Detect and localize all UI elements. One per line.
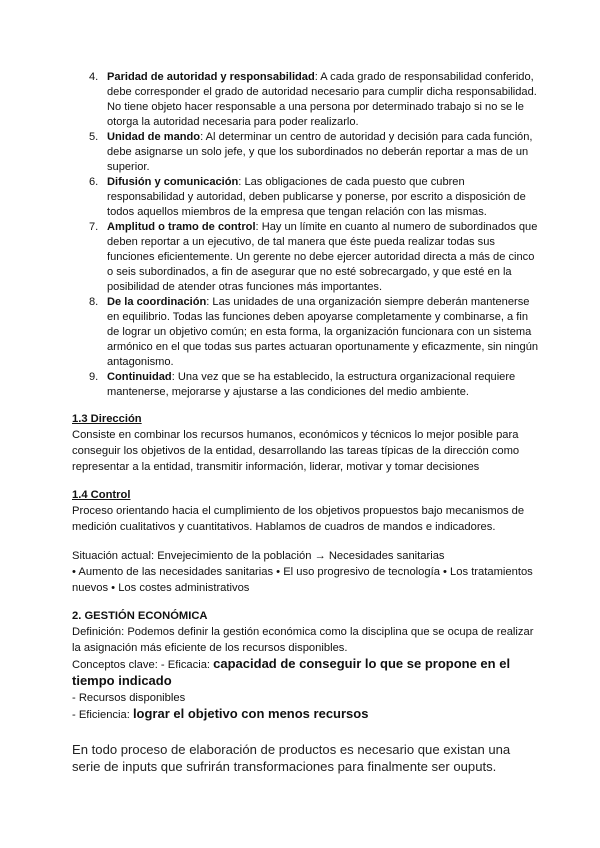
- recursos-line: - Recursos disponibles: [72, 692, 186, 704]
- item-number: 6.: [89, 176, 99, 188]
- item-text: : A cada grado de responsabilidad conferido, debe corresponder el grado de autoridad necesario para cumplir dicha responsabilidad. No tiene objeto hacer responsable a una persona por determinado trabajo si no se le otorga la autoridad necesaria para poder realizarlo.: [107, 71, 537, 128]
- list-item: [72, 295, 540, 370]
- list-item: [72, 175, 540, 220]
- eficiencia-prefix: - Eficiencia:: [72, 709, 133, 721]
- eficacia-text: capacidad de conseguir lo que se propone en el tiempo indicado: [72, 656, 511, 688]
- item-number: 4.: [89, 71, 99, 83]
- item-text: : Una vez que se ha establecido, la estructura organizacional requiere mantenerse, mejorarse y ajustarse a las condiciones del medio ambiente.: [107, 371, 516, 398]
- gestion-concepts: [72, 656, 540, 690]
- item-text: : Hay un límite en cuanto al numero de subordinados que deben reportar a un ejecutivo, de tal manera que éste pueda realizar todas sus funciones eficientemente. Un gerente no debe ejercer autoridad directa a más de cinco o seis subordinados, a fin de asegurar que no esté sobrecargado, y que esté en la posibilidad de atender otras funciones más importantes.: [107, 221, 538, 293]
- list-item: [72, 220, 540, 295]
- section-title-control: 1.4 Control: [72, 489, 131, 501]
- item-title: Paridad de autoridad y responsabilidad: [107, 71, 315, 83]
- situacion-bullets: • Aumento de las necesidades sanitarias • El uso progresivo de tecnología • Los tratamientos nuevos • Los costes administrativos: [72, 566, 533, 594]
- direccion-paragraph: Consiste en combinar los recursos humanos, económicos y técnicos lo mejor posible para conseguir los objetivos de la entidad, desarrollando las tareas típicas de la dirección como representar a la entidad, transmitir información, liderar, motivar y tomar decisiones: [72, 429, 520, 473]
- item-title: Unidad de mando: [107, 131, 201, 143]
- item-number: 7.: [89, 221, 99, 233]
- eficiencia-line: [72, 706, 540, 723]
- item-text: : Las obligaciones de cada puesto que cubren responsabilidad y autoridad, deben publicarse y ponerse, por escrito a disposición de todos aquellos miembros de la empresa que tengan relación con las mismas.: [107, 176, 526, 218]
- item-number: 5.: [89, 131, 99, 143]
- section-title-direccion: 1.3 Dirección: [72, 413, 142, 425]
- control-paragraph: Proceso orientando hacia el cumplimiento de los objetivos propuestos bajo mecanismos de medición cualitativos y cuantitativos. Hablamos de cuadros de mandos e indicadores.: [72, 505, 525, 533]
- item-text: : Las unidades de una organización siempre deberán mantenerse en equilibrio. Todas las funciones deben apoyarse completamente y combinarse, a fin de lograr un objetivo común; en esta forma, la organización funcionara con un sistema armónico en el que todas sus partes actuaran oportunamente y eficazmente, sin ningún antagonismo.: [107, 296, 539, 368]
- list-item: [72, 370, 540, 400]
- item-title: Continuidad: [107, 371, 172, 383]
- principles-list: [72, 70, 540, 400]
- list-item: [72, 70, 540, 130]
- section-title-gestion: 2. GESTIÓN ECONÓMICA: [72, 610, 208, 622]
- intro-paragraph: En todo proceso de elaboración de productos es necesario que existan una serie de inputs que sufrirán transformaciones para finalmente ser ouputs.: [72, 742, 511, 774]
- item-number: 9.: [89, 371, 99, 383]
- item-title: Amplitud o tramo de control: [107, 221, 256, 233]
- item-title: Difusión y comunicación: [107, 176, 239, 188]
- situacion-line: Situación actual: Envejecimiento de la población → Necesidades sanitarias: [72, 550, 445, 562]
- item-text: : Al determinar un centro de autoridad y decisión para cada función, debe asignarse un solo jefe, y que los subordinados no deberán reportar a mas de un superior.: [107, 131, 533, 173]
- gestion-definition: Definición: Podemos definir la gestión económica como la disciplina que se ocupa de realizar la asignación más eficiente de los recursos disponibles.: [72, 626, 534, 654]
- concepts-prefix: Conceptos clave: - Eficacia:: [72, 659, 214, 671]
- item-title: De la coordinación: [107, 296, 207, 308]
- list-item: [72, 130, 540, 175]
- eficiencia-text: lograr el objetivo con menos recursos: [132, 706, 369, 721]
- item-number: 8.: [89, 296, 99, 308]
